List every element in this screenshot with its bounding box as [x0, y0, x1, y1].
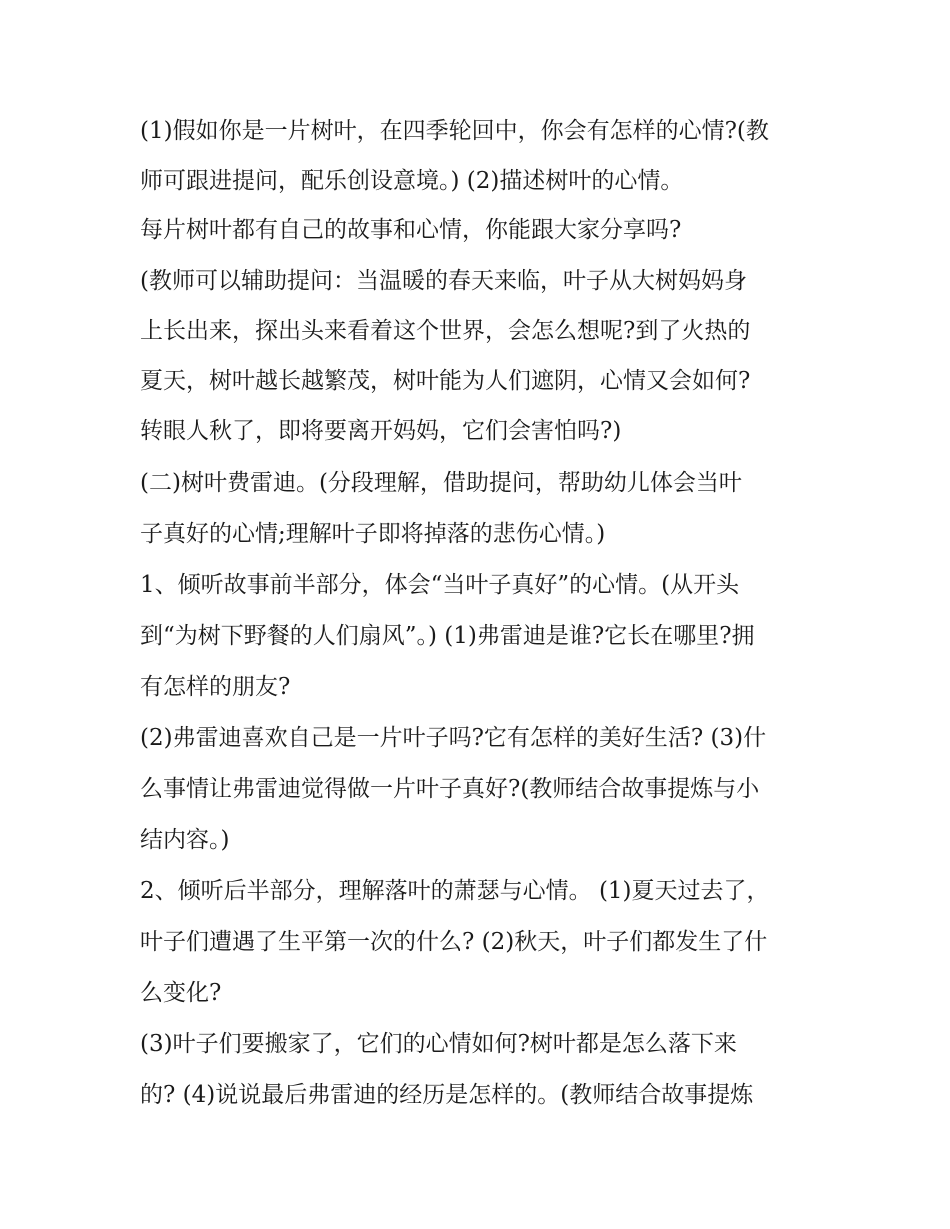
- text-line: (1)假如你是一片树叶，在四季轮回中，你会有怎样的心情?(教: [140, 118, 769, 144]
- text-line: 2、倾听后半部分，理解落叶的萧瑟与心情。 (1)夏天过去了，: [140, 878, 770, 904]
- text-line: (3)叶子们要搬家了，它们的心情如何?树叶都是怎么落下来: [140, 1031, 737, 1057]
- text-line: 子真好的心情;理解叶子即将掉落的悲伤心情。): [140, 521, 606, 547]
- text-line: 上长出来，探出头来看着这个世界，会怎么想呢?到了火热的: [140, 318, 751, 344]
- text-line: 结内容。): [140, 827, 230, 853]
- text-line: 1、倾听故事前半部分，体会“当叶子真好”的心情。(从开头: [140, 572, 740, 598]
- text-line: 叶子们遭遇了生平第一次的什么? (2)秋天，叶子们都发生了什: [140, 929, 768, 955]
- text-line: 夏天，树叶越长越繁茂，树叶能为人们遮阴，心情又会如何?: [140, 368, 751, 394]
- text-line: 的? (4)说说最后弗雷迪的经历是怎样的。(教师结合故事提炼: [140, 1082, 754, 1108]
- text-line: 师可跟进提问，配乐创设意境。) (2)描述树叶的心情。: [140, 168, 684, 194]
- text-line: 有怎样的朋友?: [140, 674, 291, 700]
- text-line: (2)弗雷迪喜欢自己是一片叶子吗?它有怎样的美好生活? (3)什: [140, 725, 767, 751]
- text-line: 到“为树下野餐的人们扇风”。) (1)弗雷迪是谁?它长在哪里?拥: [140, 623, 755, 649]
- text-line: 每片树叶都有自己的故事和心情，你能跟大家分享吗?: [140, 217, 682, 243]
- text-line: (教师可以辅助提问：当温暖的春天来临，叶子从大树妈妈身: [140, 268, 747, 294]
- text-line: 么变化?: [140, 980, 222, 1006]
- text-line: 么事情让弗雷迪觉得做一片叶子真好?(教师结合故事提炼与小: [140, 776, 760, 802]
- text-line: (二)树叶费雷迪。(分段理解，借助提问，帮助幼儿体会当叶: [140, 470, 742, 496]
- text-line: 转眼人秋了，即将要离开妈妈，它们会害怕吗?): [140, 418, 622, 444]
